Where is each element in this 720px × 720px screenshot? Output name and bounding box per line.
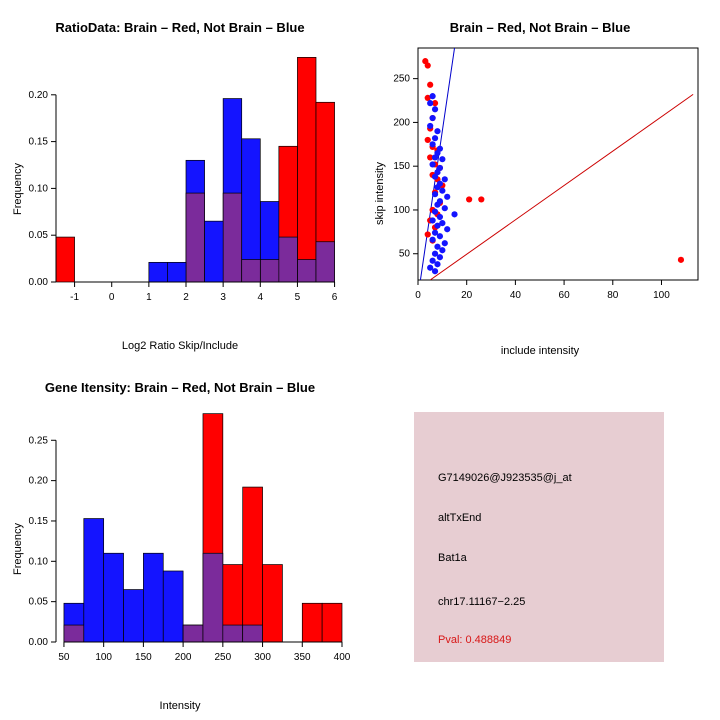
svg-text:150: 150 — [393, 161, 410, 173]
svg-text:350: 350 — [293, 652, 311, 663]
svg-text:4: 4 — [257, 292, 264, 303]
svg-text:80: 80 — [607, 290, 619, 301]
svg-text:0.15: 0.15 — [28, 515, 48, 527]
svg-text:100: 100 — [95, 652, 113, 663]
svg-text:250: 250 — [393, 73, 410, 85]
gene-histogram-ylabel: Frequency — [12, 523, 24, 575]
panel-intensity-scatter — [360, 0, 720, 360]
svg-text:6: 6 — [331, 292, 338, 303]
svg-text:100: 100 — [653, 290, 670, 301]
svg-text:-1: -1 — [70, 292, 80, 303]
scatter-ylabel: skip intensity — [374, 162, 386, 225]
ratio-histogram-ylabel: Frequency — [12, 163, 24, 215]
svg-text:0: 0 — [415, 290, 421, 301]
svg-text:20: 20 — [461, 290, 473, 301]
svg-text:2: 2 — [183, 292, 189, 303]
svg-text:400: 400 — [333, 652, 351, 663]
svg-text:0.10: 0.10 — [28, 183, 48, 195]
svg-text:0.05: 0.05 — [28, 596, 48, 608]
panel-gene-histogram — [0, 360, 360, 720]
svg-text:150: 150 — [135, 652, 152, 663]
info-pval: Pval: 0.488849 — [438, 634, 512, 646]
svg-text:50: 50 — [398, 248, 410, 260]
info-gene-symbol: Bat1a — [438, 552, 467, 564]
gene-histogram-plot — [0, 370, 360, 700]
svg-text:60: 60 — [558, 290, 570, 301]
svg-text:0.00: 0.00 — [28, 637, 48, 648]
svg-text:50: 50 — [58, 652, 70, 663]
gene-histogram-xlabel: Intensity — [159, 700, 201, 712]
scatter-plot — [360, 10, 720, 340]
ratio-histogram-title: RatioData: Brain – Red, Not Brain – Blue — [55, 20, 305, 35]
info-locus: chr17.11167−2.25 — [438, 596, 526, 608]
svg-text:0.25: 0.25 — [28, 435, 48, 447]
svg-text:300: 300 — [254, 652, 271, 663]
scatter-xlabel: include intensity — [500, 345, 580, 357]
svg-text:0.15: 0.15 — [28, 136, 48, 148]
info-event-type: altTxEnd — [438, 512, 482, 524]
svg-text:40: 40 — [509, 290, 521, 301]
svg-text:0.00: 0.00 — [28, 277, 48, 288]
svg-text:100: 100 — [393, 204, 410, 216]
info-box — [414, 412, 664, 662]
svg-text:5: 5 — [294, 292, 301, 303]
svg-text:250: 250 — [214, 652, 232, 663]
ratio-histogram-xlabel: Log2 Ratio Skip/Include — [121, 340, 239, 352]
svg-text:0.20: 0.20 — [28, 89, 48, 101]
svg-text:1: 1 — [146, 292, 152, 303]
panel-ratio-histogram — [0, 0, 360, 360]
svg-text:0.20: 0.20 — [28, 475, 48, 487]
svg-text:0.10: 0.10 — [28, 556, 48, 568]
svg-text:0.05: 0.05 — [28, 230, 48, 242]
gene-histogram-title: Gene Itensity: Brain – Red, Not Brain – Blue — [44, 380, 316, 395]
info-probeset-id: G7149026@J923535@j_at — [438, 472, 572, 484]
scatter-title: Brain – Red, Not Brain – Blue — [449, 20, 631, 35]
ratio-histogram-plot — [0, 10, 360, 340]
svg-text:0: 0 — [108, 292, 115, 303]
svg-text:3: 3 — [220, 292, 226, 303]
svg-text:200: 200 — [393, 117, 410, 129]
svg-text:200: 200 — [174, 652, 192, 663]
